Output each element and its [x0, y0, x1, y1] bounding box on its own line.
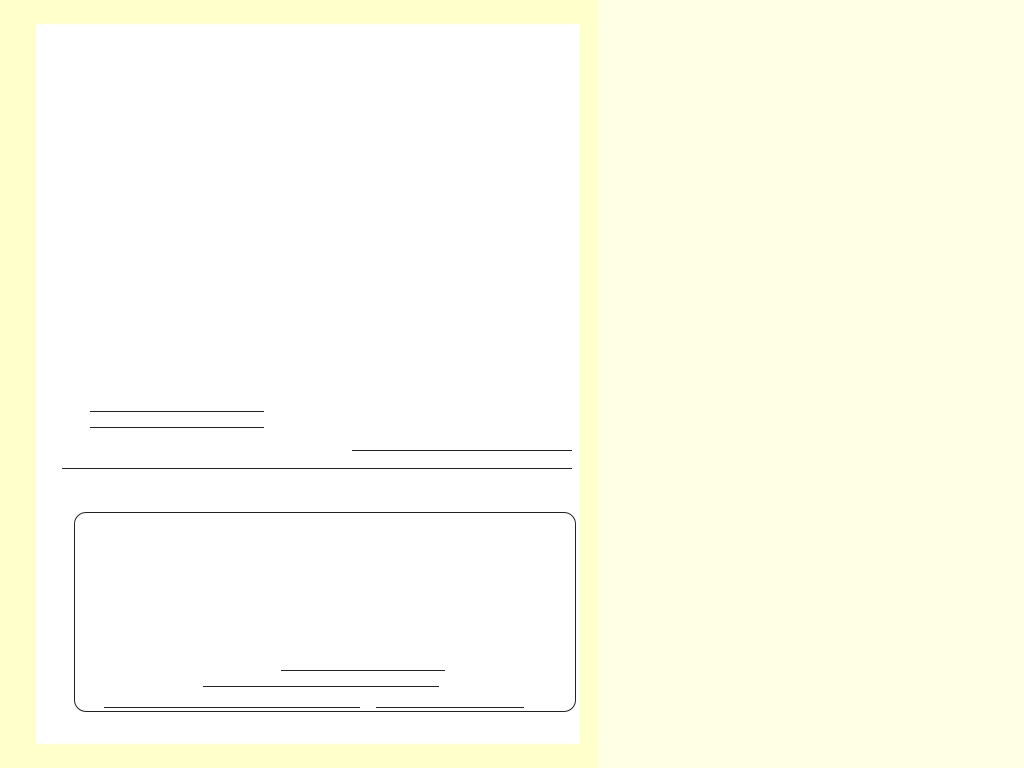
specify-line-1 — [352, 450, 572, 451]
further-interventions-line — [281, 670, 445, 671]
intervention-form-scan — [36, 24, 580, 744]
signature-line-top — [203, 686, 439, 687]
other-line-2 — [90, 427, 264, 428]
lea-referral-box — [74, 512, 576, 712]
notes-panel — [646, 10, 1020, 55]
specify-line-2 — [62, 468, 572, 469]
signature-line — [104, 707, 360, 708]
other-line-1 — [90, 411, 264, 412]
date-line — [376, 707, 524, 708]
